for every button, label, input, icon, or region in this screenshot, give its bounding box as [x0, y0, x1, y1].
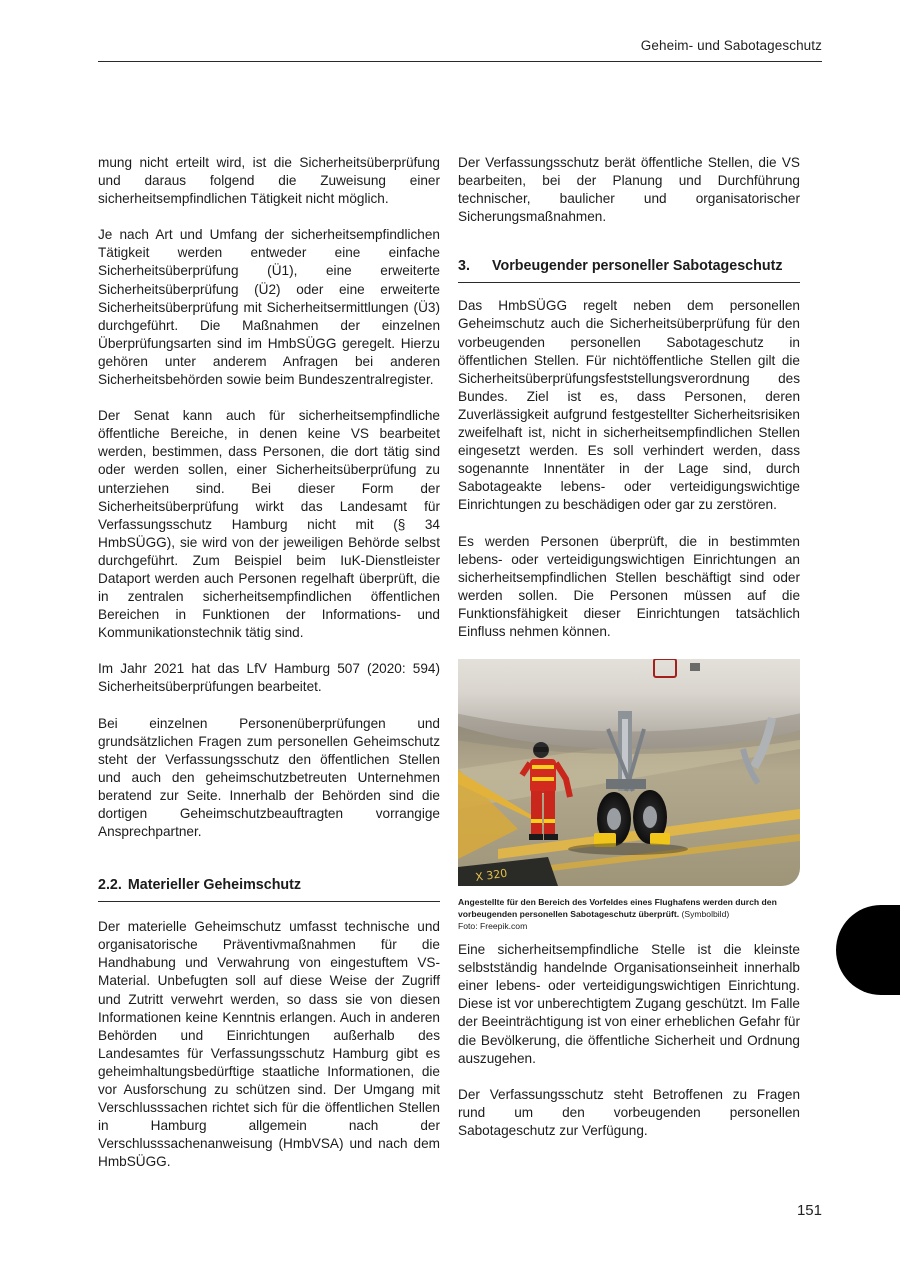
- section-title: Vorbeugender personeller Sabotageschutz: [492, 258, 783, 275]
- body-paragraph: Der materielle Geheimschutz umfasst technische und organisatorische Präventivmaßnahmen für die Handhabung und Verwahrung von eingestuftem VS-Material. Unbefugten soll auf diese Weise der Zugriff und Zutritt verwehrt werden, so dass sie von diesen Informationen keine Kenntnis erlangen. Auch in anderen Behörden und Einrichtungen außerhalb des Landesamtes für Verfassungsschutz Hamburg gibt es geheimhaltungsbedürftige staatliche Informationen, die vor Ausforschung zu schützen sind. Der Umgang mit Verschlusssachen richtet sich für die öffentlichen Stellen in Hamburg allgemein nach der Verschlusssachenanweisung (HmbVSA) und nach dem HmbSÜGG.: [98, 919, 440, 1170]
- airport-apron-photo: [458, 659, 800, 886]
- header-rule: [98, 61, 822, 62]
- caption-text: Angestellte für den Bereich des Vorfeldes eines Flughafens werden durch den vorbeugenden personellen Sabotageschutz überprüft.: [458, 897, 777, 920]
- body-paragraph: Der Verfassungsschutz steht Betroffenen zu Fragen rund um den vorbeugenden personellen Sabotageschutz zur Verfügung.: [458, 1086, 800, 1138]
- caption-suffix: (Symbolbild): [679, 909, 730, 920]
- left-column: [98, 154, 440, 1190]
- body-paragraph: Das HmbSÜGG regelt neben dem personellen Geheimschutz auch die Sicherheitsüberprüfung für den vorbeugenden personellen Sabotageschutz in öffentlichen Stellen. Für nichtöffentliche Stellen gilt die Sicherheitsüberprüfungsfeststellungsverordnung des Bundes. Ziel ist es, dass Personen, deren Zuverlässigkeit aufgrund festgestellter Sicherheitsrisiken zweifelhaft ist, nicht in sicherheitsempfindlichen Stellen eingesetzt werden. Es soll verhindert werden, dass sogenannte Innentäter in der Lage sind, durch Sabotageakte lebens- oder verteidigungswichtige Einrichtungen zu beschädigen oder gar zu zerstören.: [458, 298, 800, 513]
- section-number: 2.2.: [98, 877, 122, 894]
- photo-credit: Foto: Freepik.com: [458, 921, 528, 932]
- section-title: Materieller Geheimschutz: [127, 877, 302, 894]
- body-paragraph: Im Jahr 2021 hat das LfV Hamburg 507 (2020: 594) Sicherheitsüberprüfungen bearbeitet.: [98, 661, 440, 695]
- body-paragraph: Eine sicherheitsempfindliche Stelle ist die kleinste selbstständig handelnde Organisationseinheit innerhalb einer lebens- oder verteidigungswichtigen Einrichtung. Diese ist vor unberechtigtem Zugang geschützt. Im Falle der Beeinträchtigung ist von einer erheblichen Gefahr für die Bevölkerung, die öffentliche Sicherheit und Ordnung auszugehen.: [458, 942, 800, 1066]
- body-paragraph: Es werden Personen überprüft, die in bestimmten lebens- oder verteidigungswichtigen Einrichtungen an sicherheitsempfindlichen Stellen beschäftigt sind oder werden sollen. Die Personen müssen auf die Funktionsfähigkeit dieser Einrichtungen tatsächlich Einfluss nehmen können.: [458, 533, 800, 639]
- running-title: Geheim- und Sabotageschutz: [640, 38, 822, 53]
- body-paragraph: Je nach Art und Umfang der sicherheitsempfindlichen Tätigkeit werden entweder eine einfache Sicherheitsüberprüfung (Ü1), eine erweiterte Sicherheitsüberprüfung (Ü2) oder eine erweiterte Sicherheitsüberprüfung mit Sicherheitsermittlungen (Ü3) durchgeführt. Die Maßnahmen der einzelnen Überprüfungsarten sind im HmbSÜGG geregelt. Hierzu gehören unter anderem Anfragen bei anderen Sicherheitsbehörden sowie beim Bundeszentralregister.: [98, 227, 440, 388]
- svg-text:X 320: X 320: [474, 866, 509, 885]
- right-column: [458, 154, 800, 1158]
- body-paragraph: Der Senat kann auch für sicherheitsempfindliche öffentliche Bereiche, in denen keine VS bearbeitet werden, bestimmen, dass Personen, die dort tätig sind oder werden sollen, einer Sicherheitsüberprüfung zu unterziehen sind. Bei dieser Form der Sicherheitsüberprüfung wirkt das Landesamt für Verfassungsschutz Hamburg nicht mit (§ 34 HmbSÜGG), sie wird von der jeweiligen Behörde selbst durchgeführt. Zum Beispiel beim IuK-Dienstleister Dataport werden auch Personen regelhaft überprüft, die in zentralen sicherheitsempfindlichen öffentlichen Bereichen in Funktionen der Informations- und Kommunikationstechnik tätig sind.: [98, 408, 440, 641]
- figure-caption: [458, 896, 800, 932]
- page-number: 151: [796, 1202, 822, 1219]
- section-heading-3: [458, 256, 800, 283]
- body-paragraph: mung nicht erteilt wird, ist die Sicherheitsüberprüfung und daraus folgend die Zuweisung einer sicherheitsempfindlichen Tätigkeit nicht möglich.: [98, 155, 440, 207]
- section-heading-2-2: [98, 875, 440, 902]
- chapter-thumb-tab: [836, 905, 900, 995]
- body-paragraph: Der Verfassungsschutz berät öffentliche Stellen, die VS bearbeiten, bei der Planung und Durchführung technischer, baulicher und organisatorischer Sicherungsmaßnahmen.: [458, 155, 800, 225]
- body-paragraph: Bei einzelnen Personenüberprüfungen und grundsätzlichen Fragen zum personellen Geheimschutz steht der Verfassungsschutz den öffentlichen Stellen und auch den geheimschutzbetreuten Unternehmen beratend zur Seite. Innerhalb der Behörden sind die dortigen Geheimschutzbeauftragten vorrangige Ansprechpartner.: [98, 715, 440, 840]
- section-number: 3.: [458, 258, 470, 275]
